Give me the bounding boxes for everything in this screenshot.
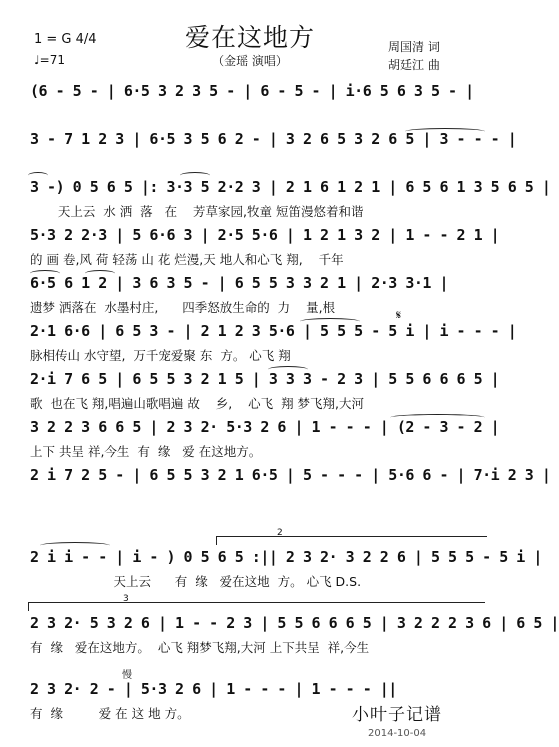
song-title: 爱在这地方 [184,23,315,52]
score-row [30,370,500,416]
notation-line: 3 - 7 1 2 3 | 6·5 3 5 6 2 - | 3 2 6 5 3 2 6 5 | 3 - - - | [30,130,517,148]
slur-mark [300,318,360,325]
lyric-line: 有 缘 爱在这地方。 心飞 翔梦飞翔,大河 上下共呈 祥,今生 [30,640,370,655]
score-row [30,274,490,320]
score-row [30,82,490,128]
score-row [30,466,551,512]
key-signature: 1 = G 4/4 [34,32,97,47]
notation-line: 2 i 7 2 5 - | 6 5 5 3 2 1 6·5 | 5 - - - | 5·6 6 - | 7·i 2 3 | [30,466,551,484]
volta-bracket-2 [216,528,487,545]
slur-mark [28,172,48,179]
score-row [30,178,551,224]
slur-mark [390,414,485,421]
score-row [30,130,517,176]
tempo-change-mark: 慢 [122,670,132,681]
lyric-line: 天上云 有 缘 爱在这地 方。 心飞 D.S. [30,574,362,589]
slur-mark [405,128,485,135]
lyric-line: 上下 共呈 祥,今生 有 缘 爱 在这地方。 [30,444,262,459]
notation-line: 2 3 2· 5 3 2 6 | 1 - - 2 3 | 5 5 6 6 6 5 | 3 2 2 2 3 6 | 6 5 | [30,614,559,632]
score-row [30,418,500,464]
lyric-line: 有 缘 爱 在 这 地 方。 [30,706,190,721]
lyric-line: 天上云 水 洒 落 在 芳草家园,牧童 短笛漫悠着和谐 [30,204,364,219]
notation-line: 2 3 2· 2 - | 5·3 2 6 | 1 - - - | 1 - - - || [30,680,397,698]
score-row [30,594,559,660]
transcriber-signature: 小叶子记谱 [352,705,442,725]
lyric-line: 歌 也在飞 翔,唱遍山歌唱遍 故 乡, 心飞 翔 梦飞翔,大河 [30,396,365,411]
slur-mark [30,270,60,277]
volta-number: 3 [123,594,129,604]
notation-line: 3 -) 0 5 6 5 |: 3·3 5 2·2 3 | 2 1 6 1 2 1 | 6 5 6 1 3 5 6 5 | [30,178,551,196]
transcription-date: 2014-10-04 [368,728,427,739]
notation-line: 5·3 2 2·3 | 5 6·6 3 | 2·5 5·6 | 1 2 1 3 2 | 1 - - 2 1 | [30,226,500,244]
slur-mark [268,366,308,373]
lyric-line: 脉相传山 水守望, 万千宠爱聚 东 方。 心飞 翔 [30,348,291,363]
composer-credit: 胡廷江 曲 [388,58,440,72]
score-row [30,226,500,272]
notation-line: 2·i 7 6 5 | 6 5 5 3 2 1 5 | 3 3 3 - 2 3 | 5 5 6 6 6 5 | [30,370,500,388]
score-row [30,308,517,368]
lyricist-credit: 周国清 词 [388,40,440,54]
slur-mark [180,172,210,179]
notation-line: 3 2 2 3 6 6 5 | 2 3 2· 5·3 2 6 | 1 - - - | (2 - 3 - 2 | [30,418,500,436]
lyric-line: 的 画 卷,风 荷 轻荡 山 花 烂漫,天 地人和心飞 翔, 千年 [30,252,344,267]
score-row [30,528,542,594]
slur-mark [85,270,115,277]
notation-line: 2 i i - - | i - ) 0 5 6 5 :|| 2 3 2· 3 2 2 6 | 5 5 5 - 5 i | [30,548,542,566]
singer-credit: （金瑶 演唱） [212,54,288,68]
segno-sign: 𝄋 [396,308,402,322]
volta-number: 2 [277,528,283,538]
volta-bracket-3 [28,594,485,611]
notation-line: 2·1 6·6 | 6 5 3 - | 2 1 2 3 5·6 | 5 5 5 - 5 i | i - - - | [30,322,517,340]
notation-line: 6·5 6 1 2 | 3 6 3 5 - | 6 5 5 3 3 2 1 | 2·3 3·1 | [30,274,449,292]
notation-line: (6 - 5 - | 6·5 3 2 3 5 - | 6 - 5 - | i·6 5 6 3 5 - | [30,82,474,100]
tempo-marking: ♩=71 [34,53,65,67]
slur-mark [40,542,110,549]
lyric-line: 遗梦 洒落在 水墨村庄, 四季怒放生命的 力 量,根 [30,300,336,315]
